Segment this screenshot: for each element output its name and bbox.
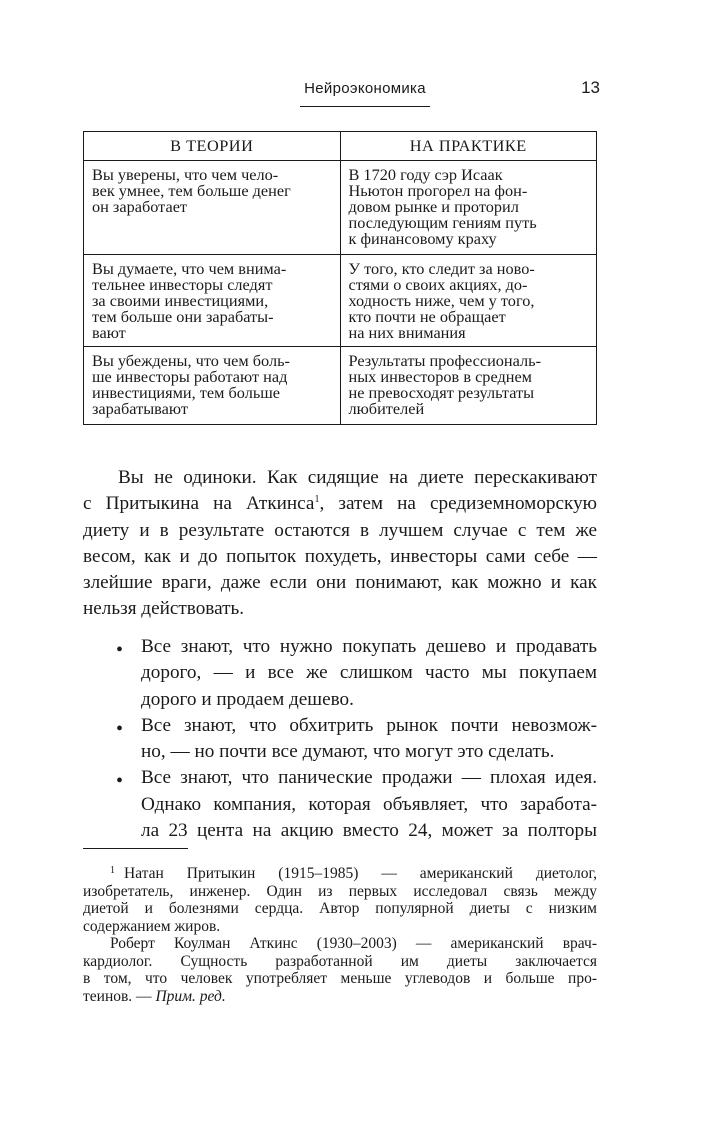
paragraph-line: диету и в результате остаются в лучшем случае с тем же [83, 519, 597, 541]
cell-line: У того, кто следит за ново- [348, 259, 535, 278]
running-title: Нейроэкономика [304, 80, 426, 97]
cell-line: вают [92, 323, 126, 342]
cell-line: зарабатывают [92, 399, 188, 418]
column-header-theory: В ТЕОРИИ [84, 132, 341, 161]
footnote-separator [83, 848, 188, 849]
practice-cell [340, 255, 597, 347]
cell-line: не превосходят результаты [348, 383, 535, 402]
footnote-line: содержанием жиров. [83, 917, 221, 935]
theory-cell [84, 161, 341, 255]
cell-line: последующим гениям путь [348, 213, 537, 232]
cell-line: ходность ниже, чем у того, [348, 291, 535, 310]
cell-line: тельнее инвесторы следят [92, 275, 273, 294]
footnote-line: Роберт Коулман Аткинс (1930–2003) — американский врач- [110, 935, 597, 952]
bullet-line: дорого и продаем дешево. [141, 688, 354, 710]
paragraph-text: с Притыкина на Аткинса [83, 493, 315, 515]
cell-line: за своими инвестициями, [92, 291, 269, 310]
cell-line: В 1720 году сэр Исаак [348, 165, 503, 184]
paragraph-line [83, 491, 597, 517]
bullet-line: но, — но почти все думают, что могут это сделать. [141, 741, 555, 763]
paragraph-text: , затем на средиземноморскую [319, 493, 597, 515]
comparison-table [83, 131, 597, 425]
footnote-text: теинов. — [83, 987, 156, 1005]
table-header-row [84, 132, 597, 161]
cell-line: Вы думаете, что чем внима- [92, 259, 287, 278]
bullet-line: Однако компания, которая объявляет, что заработа- [141, 793, 597, 815]
footnote-mark: 1 [110, 865, 115, 876]
footnote-line [83, 988, 597, 1006]
footnote-line: в том, что человек употребляет меньше углеводов и больше про- [83, 970, 597, 987]
cell-line: век умнее, тем больше денег [92, 181, 291, 200]
footnote-line: кардиолог. Сущность разработанной им диеты заключается [83, 952, 597, 970]
cell-line: Результаты профессиональ- [348, 351, 541, 370]
paragraph-line: злейшие враги, даже если они понимают, как можно и как [83, 572, 597, 594]
cell-line: тем больше они зарабаты- [92, 307, 274, 326]
cell-line: ше инвесторы работают над [92, 367, 288, 386]
footnote-text: Натан Притыкин (1915–1985) — американский диетолог, [124, 865, 597, 882]
list-item [83, 713, 597, 766]
bullet-line: Все знают, что панические продажи — плохая идея. [141, 767, 597, 789]
bullet-line: ла 23 цента на акцию вместо 24, может за полторы [141, 820, 597, 842]
cell-line: кто почти не обращает [348, 307, 506, 326]
header-rule [300, 106, 430, 107]
cell-line: любителей [348, 399, 425, 418]
footnotes [83, 862, 597, 1005]
cell-line: он заработает [92, 197, 188, 216]
cell-line: Ньютон прогорел на фон- [348, 181, 528, 200]
cell-line: стями о своих акциях, до- [348, 275, 528, 294]
theory-cell [84, 255, 341, 347]
bullet-line: дорого, — и все же слишком часто мы покупаем [141, 662, 597, 684]
list-item [83, 634, 597, 713]
paragraph-line: весом, как и до попыток похудеть, инвесторы сами себе — [83, 545, 597, 567]
table-row [84, 161, 597, 255]
page-number: 13 [581, 78, 600, 97]
table-row [84, 347, 597, 425]
paragraph-line: нельзя действовать. [83, 598, 245, 620]
column-header-practice: НА ПРАКТИКЕ [340, 132, 597, 161]
cell-line: Вы убеждены, что чем боль- [92, 351, 290, 370]
editor-note: Прим. ред. [155, 987, 226, 1005]
bullet-icon: • [116, 770, 124, 793]
cell-line: на них внимания [348, 323, 466, 342]
footnote-reference[interactable]: 1 [314, 494, 320, 506]
cell-line: инвестициями, тем больше [92, 383, 281, 402]
list-item [83, 765, 597, 844]
bullet-icon: • [116, 639, 124, 661]
bullet-list [83, 634, 597, 844]
practice-cell [340, 347, 597, 425]
theory-cell [84, 347, 341, 425]
cell-line: ных инвесторов в среднем [348, 367, 532, 386]
table-row [84, 255, 597, 347]
practice-cell [340, 161, 597, 255]
bullet-line: Все знают, что обхитрить рынок почти невозмож- [141, 714, 597, 736]
footnote-line: изобретатель, инженер. Один из первых исследовал связь между [83, 882, 597, 900]
bullet-line: Все знают, что нужно покупать дешево и продавать [141, 636, 597, 657]
footnote-line: диетой и болезнями сердца. Автор популярной диеты с низким [83, 900, 597, 917]
cell-line: к финансовому краху [348, 229, 497, 248]
bullet-icon: • [116, 717, 124, 740]
cell-line: довом рынке и проторил [348, 197, 519, 216]
body-paragraph [83, 465, 597, 623]
paragraph-line: Вы не одиноки. Как сидящие на диете перескакивают [118, 467, 597, 488]
cell-line: Вы уверены, что чем чело- [92, 165, 279, 184]
footnote-line [83, 862, 597, 883]
